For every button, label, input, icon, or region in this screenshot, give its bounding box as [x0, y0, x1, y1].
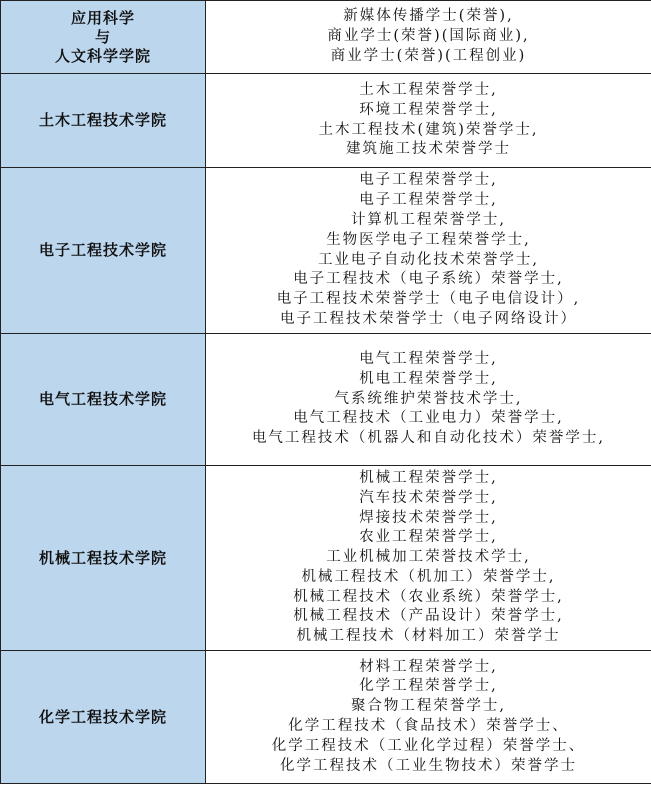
degree-item: 电气工程荣誉学士,	[359, 351, 498, 367]
degree-item: 聚合物工程荣誉学士,	[350, 698, 507, 715]
college-name-line: 化学工程技术学院	[38, 707, 167, 726]
college-name-line: 与	[94, 27, 111, 46]
college-name-cell	[1, 651, 206, 784]
degree-list-cell	[206, 466, 651, 651]
degree-item: 计算机工程荣誉学士,	[350, 211, 507, 228]
degree-item: 电子工程荣誉学士,	[359, 172, 498, 189]
degree-item: 机械工程技术（农业系统）荣誉学士,	[293, 588, 564, 605]
table-row	[1, 74, 651, 168]
degree-item: 电气工程技术（工业电力）荣誉学士,	[293, 410, 564, 427]
degree-item: 建筑施工技术荣誉学士	[346, 141, 511, 158]
degree-item: 机械工程荣誉学士,	[359, 469, 498, 486]
degree-item: 农业工程荣誉学士,	[359, 529, 498, 546]
table-row	[1, 334, 651, 466]
degree-item: 电子工程技术荣誉学士（电子网络设计）	[280, 310, 577, 327]
degree-item: 材料工程荣誉学士,	[359, 658, 498, 675]
degree-item: 焊接技术荣誉学士,	[359, 509, 498, 526]
degree-item: 气系统维护荣誉技术学士,	[334, 390, 523, 407]
degree-item: 土木工程技术(建筑)荣誉学士,	[318, 121, 539, 138]
college-name-cell	[1, 466, 206, 651]
college-name-line: 人文科学学院	[54, 46, 151, 65]
degree-item: 化学工程荣誉学士,	[359, 678, 498, 695]
college-name-cell	[1, 334, 206, 466]
degree-item: 工业机械加工荣誉技术学士,	[326, 549, 531, 566]
college-name-line: 电气工程技术学院	[38, 390, 167, 408]
degree-item: 机电工程荣誉学士,	[359, 370, 498, 387]
college-name-line: 应用科学	[70, 8, 135, 27]
degree-item: 生物医学电子工程荣誉学士,	[326, 231, 531, 248]
degree-item: 电子工程技术荣誉学士（电子电信设计）,	[276, 291, 581, 308]
degree-item: 商业学士(荣誉)(工程创业)	[330, 47, 527, 64]
table-row	[1, 466, 651, 651]
degree-item: 商业学士(荣誉)(国际商业),	[327, 28, 530, 45]
degree-item: 机械工程技术（产品设计）荣誉学士,	[293, 608, 564, 625]
degree-item: 电子工程荣誉学士,	[359, 192, 498, 209]
college-name-line: 机械工程技术学院	[38, 548, 167, 567]
degree-item: 机械工程技术（材料加工）荣誉学士	[296, 628, 561, 645]
degree-item: 环境工程荣誉学士,	[359, 101, 498, 118]
college-name-line: 土木工程技术学院	[38, 111, 167, 129]
degree-item: 化学工程技术（食品技术）荣誉学士、	[288, 718, 569, 734]
degree-item: 化学工程技术（工业化学过程）荣誉学士、	[271, 737, 586, 754]
degree-item: 土木工程荣誉学士,	[359, 81, 498, 98]
college-name-cell	[1, 1, 206, 74]
degree-list-cell	[206, 651, 651, 784]
degree-item: 电气工程技术（机器人和自动化技术）荣誉学士,	[251, 430, 606, 447]
college-name-cell	[1, 74, 206, 168]
degree-item: 新媒体传播学士(荣誉),	[343, 8, 514, 25]
degree-item: 化学工程技术（工业生物技术）荣誉学士	[280, 757, 577, 774]
degree-list-cell	[206, 334, 651, 466]
degree-item: 电子工程技术（电子系统）荣誉学士,	[293, 271, 564, 288]
degree-item: 汽车技术荣誉学士,	[359, 489, 498, 506]
degree-item: 机械工程技术（机加工）荣誉学士,	[301, 568, 556, 585]
degree-list-cell	[206, 1, 651, 74]
college-name-cell	[1, 168, 206, 334]
table-row	[1, 1, 651, 74]
college-name-line: 电子工程技术学院	[38, 241, 167, 259]
table-row	[1, 651, 651, 784]
degree-list-cell	[206, 74, 651, 168]
degree-list-cell	[206, 168, 651, 334]
table-row	[1, 168, 651, 334]
degree-item: 工业电子自动化技术荣誉学士,	[317, 251, 540, 268]
